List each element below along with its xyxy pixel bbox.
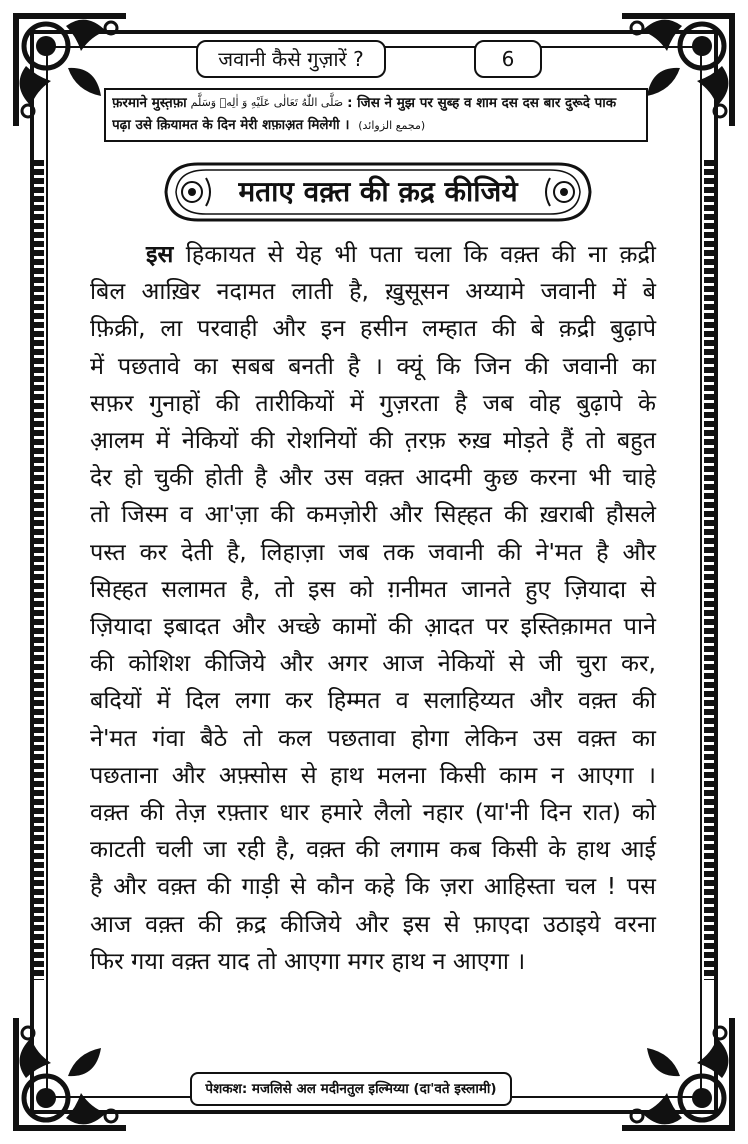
top-note-line-1 [112, 92, 640, 114]
corner-ornament-icon [612, 1008, 742, 1138]
right-border-band [704, 160, 714, 980]
publisher-footer [190, 1072, 512, 1106]
body-line: आज वक़्त की क़द्र कीजिये और इस से फ़ाएदा उठाइये वरना [90, 909, 656, 938]
body-line: तो जिस्म व आ'ज़ा की कमज़ोरी और सिह्हत की ख़राबी हौसले [90, 500, 656, 529]
top-note-text-1: : जिस ने मुझ पर सुब्ह व शाम दस दस बार दुरूदे पाक [347, 95, 617, 111]
body-line: फिर गया वक़्त याद तो आएगा मगर हाथ न आएगा । [90, 946, 526, 975]
body-line: फ़िक्री, ला परवाही और इन हसीन लम्हात की बे क़द्री बुढ़ापे [90, 314, 656, 343]
top-note-reference: (مجمع الزوائد) [358, 119, 426, 132]
footer-text: : मजलिसे अल मदीनतुल इल्मिय्या (दा'वते इस्लामी) [241, 1081, 497, 1097]
body-line: में पछतावे का सबब बनती है । क्यूं कि जिन की जवानी का [90, 351, 656, 380]
body-paragraph [90, 236, 656, 980]
footer-label: पेशकश [205, 1081, 242, 1097]
page-number: 6 [474, 40, 542, 78]
body-line: काटती चली जा रही है, वक़्त की लगाम कब किसी के हाथ आई [90, 835, 656, 864]
body-line: देर हो चुकी होती है और उस वक़्त आदमी कुछ करना भी चाहे [90, 463, 656, 492]
body-line: ने'मत गंवा बैठे तो कल पछतावा होगा लेकिन उस वक़्त का [90, 723, 656, 752]
arabic-salutation: صَلَّى اللّٰهُ تَعَالٰى عَلَيْهِ وَ اٰلِهٖ وَسَلَّم [190, 96, 344, 109]
book-title: जवानी कैसे गुज़ारें ? [196, 40, 386, 78]
body-line: पस्त कर देती है, लिहाज़ा जब तक जवानी की ने'मत है और [90, 537, 656, 566]
body-line: ज़ियादा इबादत और अच्छे कामों की आ़दत पर इस्तिक़ामत पाने [90, 612, 656, 641]
body-line: पछताना और अफ़्सोस से हाथ मलना किसी काम न आएगा । [90, 760, 656, 789]
top-note-text-2: पढ़ा उसे क़ियामत के दिन मेरी शफ़ाअ़त मिलेगी । [112, 117, 350, 133]
body-line: सिह्हत सलामत है, तो इस को ग़नीमत जानते हुए ज़ियादा से [90, 574, 656, 603]
body-line: सफ़र गुनाहों की तारीकियों में गुज़रता है जब वोह बुढ़ापे के [90, 388, 656, 417]
section-heading [158, 156, 598, 228]
heading-title: मताए वक़्त की क़द्र कीजिये [238, 175, 518, 208]
top-note-line-2 [112, 114, 640, 137]
body-line: है और वक़्त की गाड़ी से कौन कहे कि ज़रा आहिस्ता चल ! पस [90, 872, 656, 901]
left-border-band [34, 160, 44, 980]
body-line: बदियों में दिल लगा कर हिम्मत व सलाहिय्यत और वक़्त की [90, 686, 656, 715]
top-note-label: फ़रमाने मुस्त़फ़ा [112, 95, 187, 111]
body-line: आ़लम में नेकियों की रोशनियों की त़रफ़ रुख़ मोड़ते हैं तो बहुत [90, 426, 656, 455]
body-line: इस हिकायत से येह भी पता चला कि वक़्त की ना क़द्री [146, 240, 656, 268]
top-note-box [104, 88, 648, 142]
body-line: की कोशिश कीजिये और अगर आज नेकियों से जी चुरा कर, [90, 649, 656, 678]
corner-ornament-icon [6, 1008, 136, 1138]
body-line: बिल आख़िर नदामत लाती है, ख़ुसूसन अय्यामे जवानी में बे [90, 277, 656, 306]
body-line: वक़्त की तेज़ रफ़्तार धार हमारे लैलो नहार (या'नी दिन रात) को [90, 798, 656, 827]
lead-word: इस [146, 240, 174, 268]
